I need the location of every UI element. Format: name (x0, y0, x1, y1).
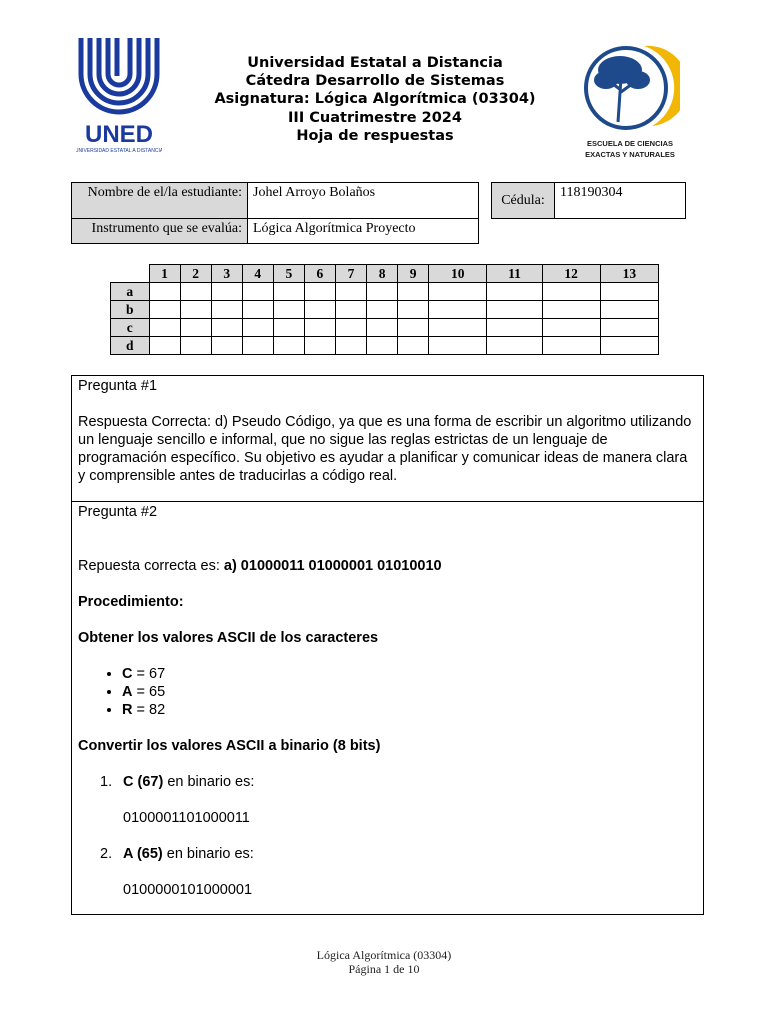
uned-logo-subtext: UNIVERSIDAD ESTATAL A DISTANCIA (76, 148, 162, 154)
answer-cell (367, 319, 398, 337)
column-header: 2 (180, 265, 211, 283)
answer-cell (211, 301, 242, 319)
header-university: Universidad Estatal a Distancia (247, 55, 503, 71)
answer-cell (180, 283, 211, 301)
answer-cell (600, 283, 658, 301)
answer-cell (429, 283, 487, 301)
answer-cell (242, 319, 273, 337)
row-header: c (111, 319, 150, 337)
answer-cell (542, 337, 600, 355)
answer-cell (211, 319, 242, 337)
column-header: 1 (149, 265, 180, 283)
answer-cell (398, 301, 429, 319)
answer-cell (429, 337, 487, 355)
answer-cell (367, 301, 398, 319)
column-header: 11 (487, 265, 542, 283)
student-name-value: Johel Arroyo Bolaños (248, 183, 479, 219)
answer-cell (600, 319, 658, 337)
uned-logo (76, 36, 162, 156)
header-course: Asignatura: Lógica Algorítmica (03304) (214, 91, 536, 108)
document-header (180, 54, 570, 145)
list-item (122, 683, 697, 701)
answer-cell (180, 301, 211, 319)
escuela-logo (580, 40, 680, 162)
ascii-value: = 82 (132, 702, 166, 718)
ascii-char: C (122, 666, 133, 682)
answer-cell (180, 319, 211, 337)
answer-cell (335, 301, 366, 319)
answer-cell (335, 283, 366, 301)
footer-page-number: Página 1 de 10 (348, 962, 420, 976)
answer-cell (487, 283, 542, 301)
conversion-item (78, 773, 697, 827)
uned-logo-graphic (76, 36, 162, 156)
answer-cell (149, 337, 180, 355)
ascii-value: = 65 (132, 684, 166, 700)
answer-grid-row (111, 337, 659, 355)
uned-logo-text: UNED (84, 121, 154, 148)
student-id-table (491, 182, 686, 219)
escuela-logo-graphic (580, 40, 680, 162)
answer-grid-row (111, 283, 659, 301)
question1-answer: Respuesta Correcta: d) Pseudo Código, ya que es una forma de escribir un algoritmo utilizando un lenguaje sencillo e informal, que no sigue las reglas estrictas de un lenguaje de programación específico. Su objetivo es ayudar a planificar y comunicar ideas de manera clara y comprensible antes de traducirlas a código real. (78, 414, 692, 484)
answer-grid-row (111, 301, 659, 319)
answer-cell (429, 319, 487, 337)
column-header: 7 (335, 265, 366, 283)
row-header: a (111, 283, 150, 301)
answer-cell (487, 319, 542, 337)
column-header: 3 (211, 265, 242, 283)
column-header: 5 (273, 265, 304, 283)
student-info-table (71, 182, 479, 244)
column-header: 12 (542, 265, 600, 283)
conversion-binary: 0100000101000001 (123, 882, 253, 898)
step1-heading: Obtener los valores ASCII de los caracteres (78, 630, 379, 646)
question1-title: Pregunta #1 (78, 378, 158, 394)
row-header: b (111, 301, 150, 319)
answer-cell (487, 337, 542, 355)
footer-course: Lógica Algorítmica (03304) (316, 948, 452, 962)
answer-cell (242, 337, 273, 355)
answer-cell (180, 337, 211, 355)
column-header: 10 (429, 265, 487, 283)
ascii-char: A (122, 684, 133, 700)
list-item (122, 701, 697, 719)
answer-cell (335, 337, 366, 355)
procedure-heading: Procedimiento: (78, 594, 184, 610)
answer-cell (487, 301, 542, 319)
answer-cell (273, 337, 304, 355)
answer-cell (304, 319, 335, 337)
answer-cell (304, 301, 335, 319)
answer-cell (304, 283, 335, 301)
answer-cell (542, 301, 600, 319)
header-doc-title: Hoja de respuestas (296, 127, 454, 144)
answer-cell (429, 301, 487, 319)
question1-box (71, 375, 704, 502)
answer-cell (542, 319, 600, 337)
answer-cell (398, 337, 429, 355)
answer-cell (367, 283, 398, 301)
answer-grid-corner (111, 265, 150, 283)
answer-cell (542, 283, 600, 301)
answer-cell (273, 319, 304, 337)
answer-grid-header-row (111, 265, 659, 283)
conversion-number: 1. (100, 774, 113, 790)
answer-cell (149, 283, 180, 301)
answer-cell (367, 337, 398, 355)
column-header: 4 (242, 265, 273, 283)
question2-answer (78, 557, 697, 575)
answer-cell (335, 319, 366, 337)
answer-cell (149, 319, 180, 337)
row-header: d (111, 337, 150, 355)
answer-cell (242, 283, 273, 301)
conversion-binary: 0100001101000011 (123, 810, 250, 826)
answer-cell (304, 337, 335, 355)
id-value: 118190304 (555, 183, 686, 219)
answer-cell (600, 337, 658, 355)
id-label: Cédula: (492, 183, 555, 219)
escuela-logo-line2: EXACTAS Y NATURALES (585, 150, 675, 159)
step2-heading: Convertir los valores ASCII a binario (8 bits) (78, 738, 381, 754)
header-department: Cátedra Desarrollo de Sistemas (245, 73, 505, 90)
question2-title: Pregunta #2 (78, 504, 158, 520)
column-header: 9 (398, 265, 429, 283)
page-footer (0, 948, 768, 976)
question2-answer-prefix: Repuesta correcta es: (78, 558, 224, 574)
answer-cell (149, 301, 180, 319)
student-name-label: Nombre de el/la estudiante: (72, 183, 248, 219)
answer-cell (398, 319, 429, 337)
instrument-label: Instrumento que se evalúa: (72, 219, 248, 244)
ascii-value: = 67 (132, 666, 166, 682)
answer-cell (273, 283, 304, 301)
answer-cell (211, 283, 242, 301)
header-term: III Cuatrimestre 2024 (288, 109, 462, 126)
answer-grid (110, 264, 659, 355)
question2-answer-bold: a) 01000011 01000001 01010010 (223, 558, 442, 574)
column-header: 8 (367, 265, 398, 283)
ascii-char: R (122, 702, 133, 718)
column-header: 13 (600, 265, 658, 283)
conversion-number: 2. (100, 846, 113, 862)
conversion-text: en binario es: (163, 774, 255, 790)
instrument-value: Lógica Algorítmica Proyecto (248, 219, 479, 244)
answer-grid-row (111, 319, 659, 337)
answer-cell (211, 337, 242, 355)
answer-cell (273, 301, 304, 319)
ascii-list (78, 665, 697, 719)
conversion-item (78, 845, 697, 899)
conversion-text: en binario es: (162, 846, 254, 862)
column-header: 6 (304, 265, 335, 283)
conversion-label: A (65) (123, 846, 163, 862)
question2-box (71, 501, 704, 915)
answer-cell (242, 301, 273, 319)
conversion-label: C (67) (123, 774, 164, 790)
answer-cell (600, 301, 658, 319)
answer-cell (398, 283, 429, 301)
list-item (122, 665, 697, 683)
escuela-logo-line1: ESCUELA DE CIENCIAS (587, 139, 673, 148)
